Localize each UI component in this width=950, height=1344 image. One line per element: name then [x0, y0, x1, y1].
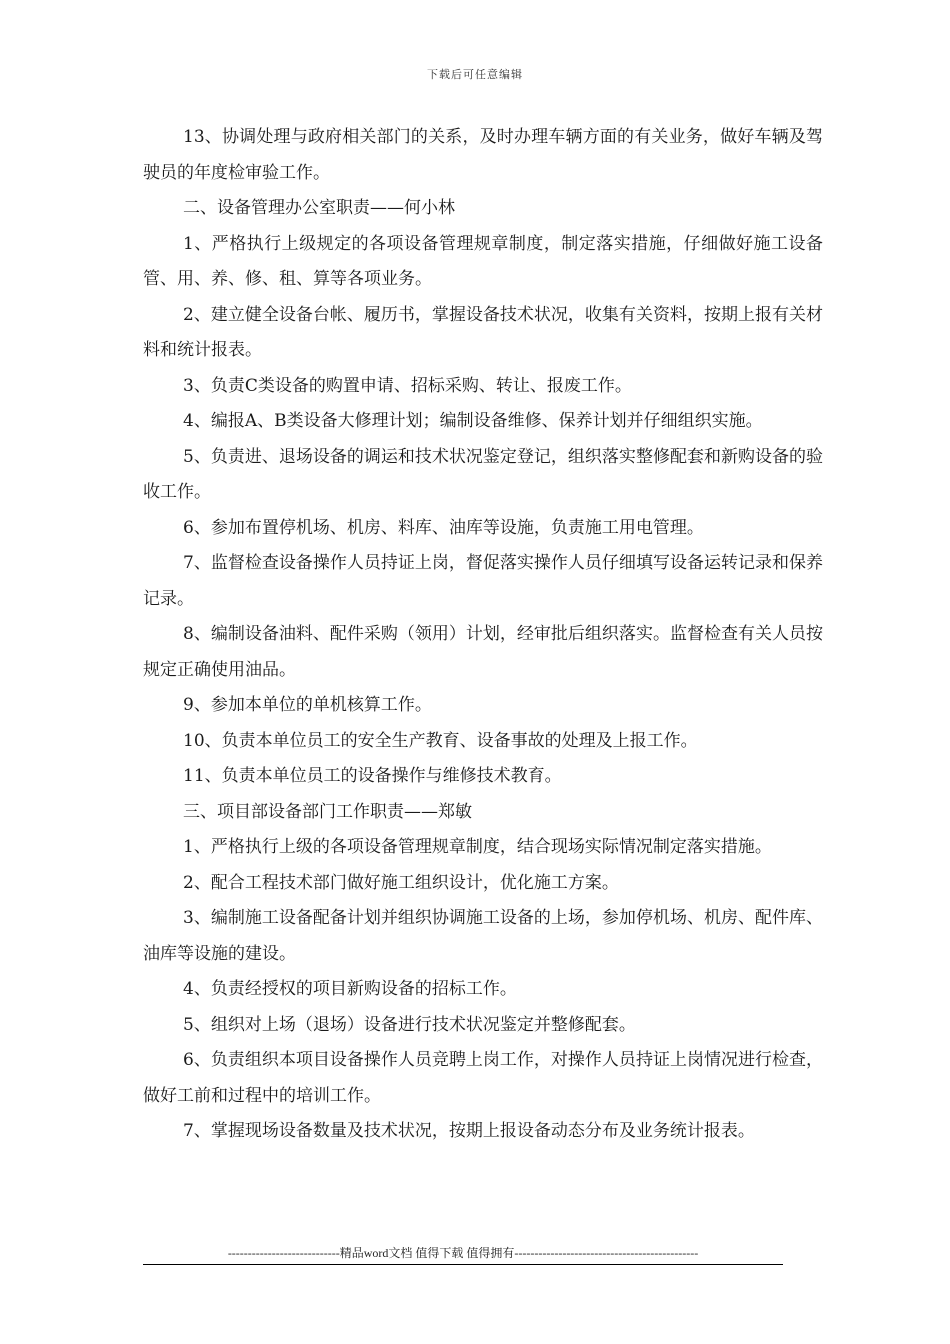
- paragraph-project-4: 4、负责经授权的项目新购设备的招标工作。: [183, 979, 517, 999]
- section-heading-project-department: 三、项目部设备部门工作职责——郑敏: [183, 801, 472, 822]
- paragraph-project-7: 7、掌握现场设备数量及技术状况，按期上报设备动态分布及业务统计报表。: [183, 1121, 755, 1141]
- paragraph-office-2: 2、建立健全设备台帐、履历书，掌握设备技术状况，收集有关资料，按期上报有关材料和统计报表。: [143, 304, 823, 360]
- paragraph-project-3: 3、编制施工设备配备计划并组织协调施工设备的上场，参加停机场、机房、配件库、油库等设施的建设。: [143, 908, 823, 964]
- paragraph-office-5: 5、负责进、退场设备的调运和技术状况鉴定登记，组织落实整修配套和新购设备的验收工作。: [143, 446, 823, 502]
- document-body: [143, 120, 823, 1150]
- paragraph-office-9: 9、参加本单位的单机核算工作。: [183, 695, 432, 715]
- paragraph-office-3: 3、负责C类设备的购置申请、招标采购、转让、报废工作。: [183, 375, 632, 396]
- paragraph-project-6: 6、负责组织本项目设备操作人员竞聘上岗工作，对操作人员持证上岗情况进行检查，做好工前和过程中的培训工作。: [143, 1050, 823, 1106]
- paragraph-vehicle-13: 13、协调处理与政府相关部门的关系，及时办理车辆方面的有关业务，做好车辆及驾驶员的年度检审验工作。: [143, 127, 823, 183]
- paragraph-project-1: 1、严格执行上级的各项设备管理规章制度，结合现场实际情况制定落实措施。: [183, 837, 772, 857]
- paragraph-office-8: 8、编制设备油料、配件采购（领用）计划，经审批后组织落实。监督检查有关人员按规定正确使用油品。: [143, 624, 823, 680]
- paragraph-office-6: 6、参加布置停机场、机房、料库、油库等设施，负责施工用电管理。: [183, 517, 704, 538]
- paragraph-project-2: 2、配合工程技术部门做好施工组织设计，优化施工方案。: [183, 872, 619, 893]
- paragraph-office-11: 11、负责本单位员工的设备操作与维修技术教育。: [183, 766, 562, 786]
- paragraph-office-1: 1、严格执行上级规定的各项设备管理规章制度，制定落实措施，仔细做好施工设备管、用、养、修、租、算等各项业务。: [143, 233, 823, 289]
- page-footer: ----------------------------精品word文档 值得下载 值得拥有----------------------------------------------: [143, 1244, 783, 1265]
- paragraph-office-10: 10、负责本单位员工的安全生产教育、设备事故的处理及上报工作。: [183, 730, 698, 751]
- page-header: 下载后可任意编辑: [427, 68, 523, 81]
- paragraph-office-4: 4、编报A、B类设备大修理计划；编制设备维修、保养计划并仔细组织实施。: [183, 411, 763, 431]
- section-heading-equipment-office: 二、设备管理办公室职责——何小林: [183, 198, 455, 218]
- paragraph-office-7: 7、监督检查设备操作人员持证上岗，督促落实操作人员仔细填写设备运转记录和保养记录。: [143, 553, 823, 609]
- paragraph-project-5: 5、组织对上场（退场）设备进行技术状况鉴定并整修配套。: [183, 1014, 636, 1035]
